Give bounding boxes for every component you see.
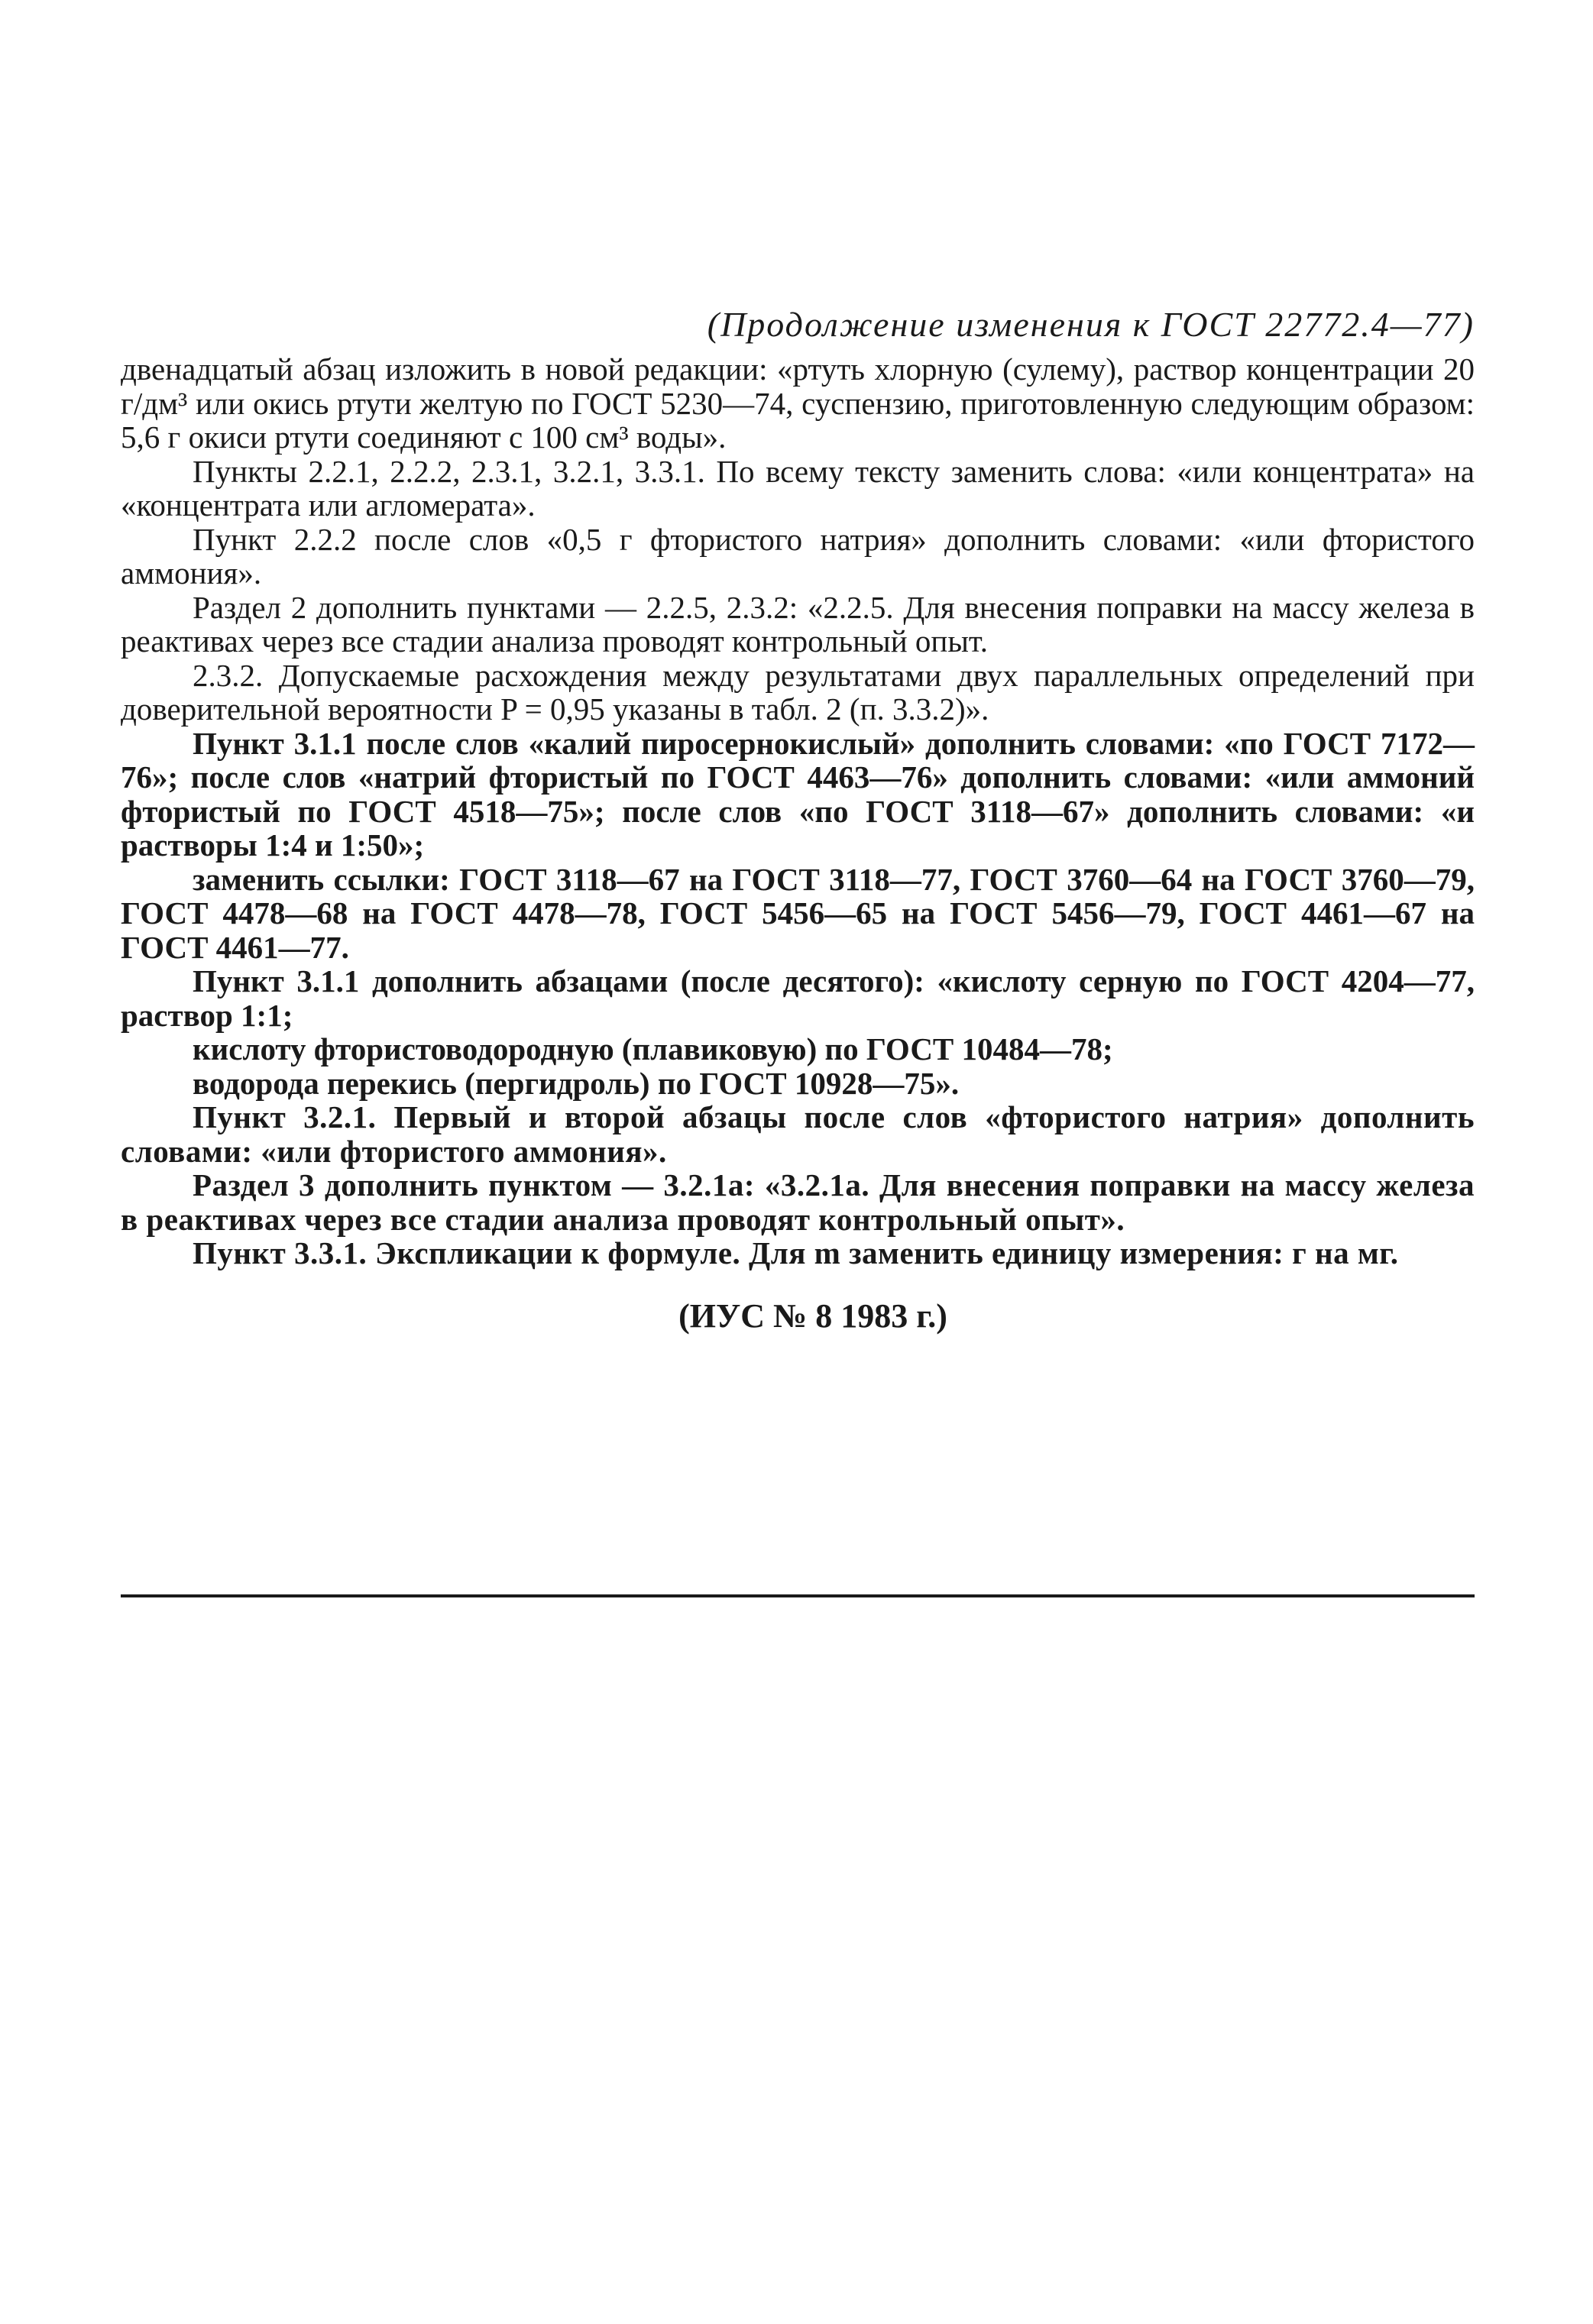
paragraph-replace-references: заменить ссылки: ГОСТ 3118—67 на ГОСТ 3118—77, ГОСТ 3760—64 на ГОСТ 3760—79, ГОСТ 4478—68 на ГОСТ 4478—78, ГОСТ 5456—65 на ГОСТ 5456—79, ГОСТ 4461—67 на ГОСТ 4461—77.	[121, 861, 1475, 965]
paragraph-section-3-addition: Раздел 3 дополнить пунктом — 3.2.1а: «3.2.1а. Для внесения поправки на массу железа в реактивах через все стадии анализа проводят контрольный опыт».	[121, 1167, 1475, 1237]
paragraph-twelfth-abzac: двенадцатый абзац изложить в новой редакции: «ртуть хлорную (сулему), раствор концентрации 20 г/дм³ или окись ртути желтую по ГОСТ 5230—74, суспензию, приготовленную следующим образом: 5,6 г окиси ртути соединяют с 100 см³ воды».	[121, 351, 1475, 455]
document-page	[121, 302, 1475, 1339]
paragraph-hydrofluoric-acid: кислоту фтористоводородную (плавиковую) по ГОСТ 10484—78;	[193, 1031, 1113, 1067]
ius-reference: (ИУС № 8 1983 г.)	[678, 1296, 947, 1335]
paragraph-points-replace-words: Пункты 2.2.1, 2.2.2, 2.3.1, 3.2.1, 3.3.1. По всему тексту заменить слова: «или концентрата» на «концентрата или агломерата».	[121, 453, 1475, 523]
paragraph-point-2-2-2: Пункт 2.2.2 после слов «0,5 г фтористого натрия» дополнить словами: «или фтористого аммония».	[121, 521, 1475, 591]
paragraph-point-3-2-1: Пункт 3.2.1. Первый и второй абзацы после слов «фтористого натрия» дополнить словами: «или фтористого аммония».	[121, 1099, 1475, 1169]
paragraph-point-3-1-1-after-words: Пункт 3.1.1 после слов «калий пиросернокислый» дополнить словами: «по ГОСТ 7172—76»; после слов «натрий фтористый по ГОСТ 4463—76» дополнить словами: «или аммоний фтористый по ГОСТ 4518—75»; после слов «по ГОСТ 3118—67» дополнить словами: «и растворы 1:4 и 1:50»;	[121, 725, 1475, 863]
paragraph-2-3-2: 2.3.2. Допускаемые расхождения между результатами двух параллельных определений при доверительной вероятности P = 0,95 указаны в табл. 2 (п. 3.3.2)».	[121, 657, 1475, 727]
paragraph-section-2-addition: Раздел 2 дополнить пунктами — 2.2.5, 2.3.2: «2.2.5. Для внесения поправки на массу железа в реактивах через все стадии анализа проводят контрольный опыт.	[121, 589, 1475, 659]
paragraph-hydrogen-peroxide: водорода перекись (пергидроль) по ГОСТ 10928—75».	[193, 1065, 960, 1101]
bottom-rule	[121, 1594, 1475, 1597]
continuation-header: (Продолжение изменения к ГОСТ 22772.4—77)	[707, 305, 1475, 344]
paragraph-point-3-3-1: Пункт 3.3.1. Экспликации к формуле. Для m заменить единицу измерения: г на мг.	[193, 1235, 1399, 1270]
paragraph-point-3-1-1-add-abzacs: Пункт 3.1.1 дополнить абзацами (после десятого): «кислоту серную по ГОСТ 4204—77, раствор 1:1;	[121, 963, 1475, 1033]
